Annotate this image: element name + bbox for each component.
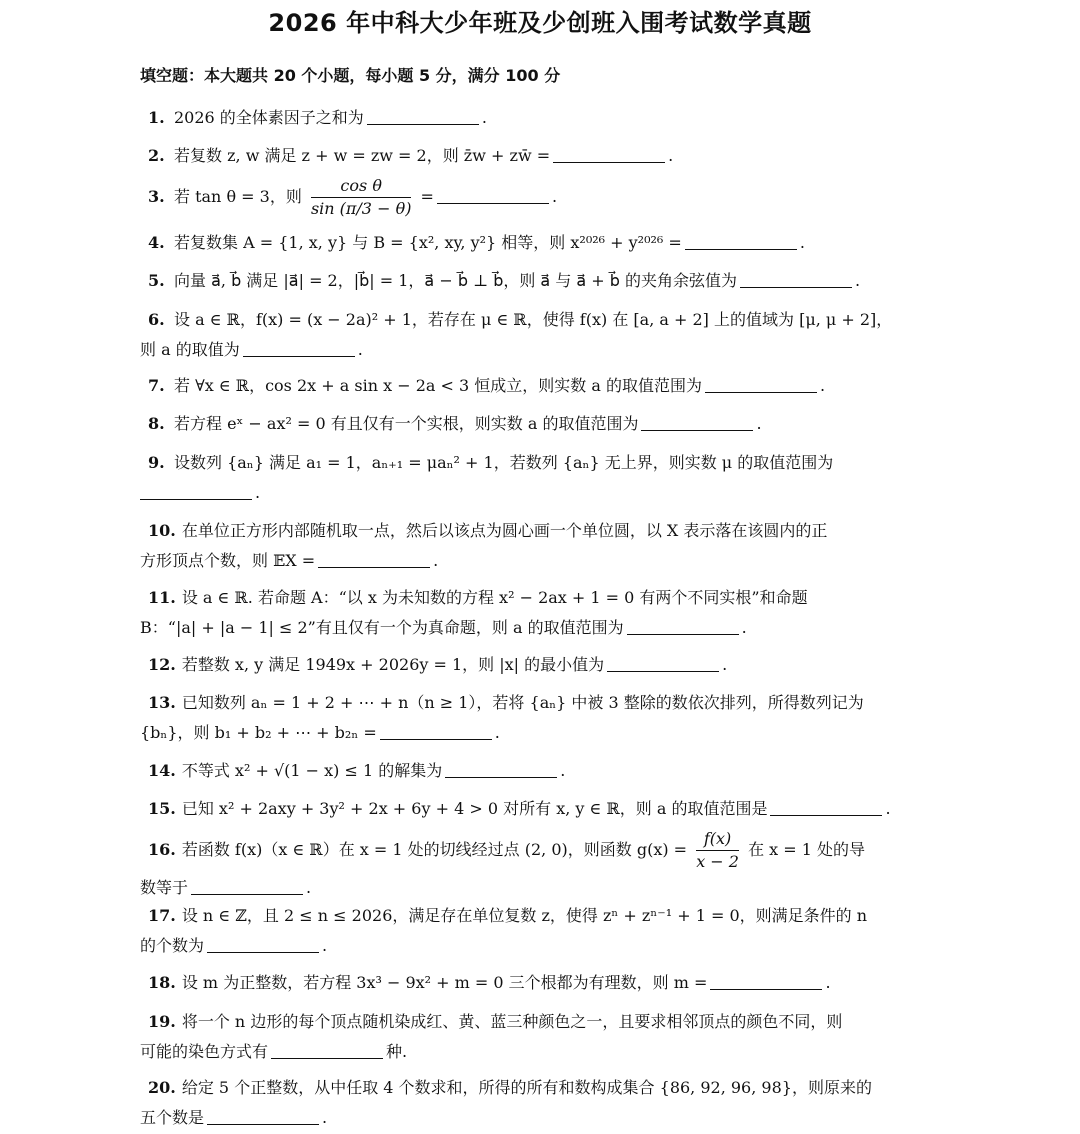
fraction-denominator: x − 2 (696, 852, 739, 871)
question-text: 设数列 {aₙ} 满足 a₁ = 1，aₙ₊₁ = μaₙ² + 1，若数列 {aₙ} 无上界，则实数 μ 的取值范围为 (174, 453, 834, 472)
answer-blank[interactable] (271, 1040, 383, 1059)
question-text: 若 ∀x ∈ ℝ，cos 2x + a sin x − 2a < 3 恒成立，则实数 a 的取值范围为 (174, 376, 702, 395)
question-text: 2026 的全体素因子之和为 (174, 108, 364, 127)
question-number: 5. (148, 271, 165, 290)
question-4: 4. 若复数集 A = {1, x, y} 与 B = {x², xy, y²} 相等，则 x²⁰²⁶ + y²⁰²⁶ = . (140, 228, 940, 258)
question-number: 12. (148, 655, 176, 674)
fraction-numerator: f(x) (696, 828, 739, 851)
question-text-line2: {bₙ}，则 b₁ + b₂ + ⋯ + b₂ₙ = (140, 723, 377, 742)
question-number: 8. (148, 414, 165, 433)
section-header: 填空题：本大题共 20 个小题，每小题 5 分，满分 100 分 (140, 66, 561, 85)
question-1: 1. 2026 的全体素因子之和为 . (140, 103, 940, 133)
question-20: 20. 给定 5 个正整数，从中任取 4 个数求和，所得的所有和数构成集合 {86, 92, 96, 98}，则原来的 五个数是 . (140, 1073, 940, 1133)
fraction-denominator: sin (π/3 − θ) (310, 199, 412, 218)
question-19: 19. 将一个 n 边形的每个顶点随机染成红、黄、蓝三种颜色之一，且要求相邻顶点的颜色不同，则 可能的染色方式有 种. (140, 1007, 940, 1067)
question-number: 13. (148, 693, 176, 712)
question-number: 16. (148, 840, 176, 859)
question-text-line2: 数等于 (140, 878, 189, 897)
question-text-line2: 的个数为 (140, 936, 205, 955)
question-number: 17. (148, 906, 176, 925)
answer-blank[interactable] (705, 374, 817, 393)
question-text: 若 tan θ = 3，则 (174, 187, 302, 206)
question-6: 6. 设 a ∈ ℝ，f(x) = (x − 2a)² + 1，若存在 μ ∈ ℝ，使得 f(x) 在 [a, a + 2] 上的值域为 [μ, μ + 2]， 则 a 的取值为 . (140, 305, 940, 365)
question-16: 16. 若函数 f(x)（x ∈ ℝ）在 x = 1 处的切线经过点 (2, 0)，则函数 g(x) = $\frac{f(x)}{x - 2}$ 在 x = 1 处的导 数等于 . (140, 829, 866, 897)
page-title: 2026 年中科大少年班及少创班入围考试数学真题 (268, 9, 812, 37)
fraction (696, 828, 739, 873)
question-number: 2. (148, 146, 165, 165)
answer-blank[interactable] (191, 876, 303, 895)
question-number: 4. (148, 233, 165, 252)
question-10: 10. 在单位正方形内部随机取一点，然后以该点为圆心画一个单位圆，以 X 表示落在该圆内的正 方形顶点个数，则 𝔼X = . (140, 516, 940, 576)
question-text: 设 a ∈ ℝ. 若命题 A：“以 x 为未知数的方程 x² − 2ax + 1 = 0 有两个不同实根”和命题 (181, 588, 808, 607)
question-text: 设 n ∈ ℤ，且 2 ≤ n ≤ 2026，满足存在单位复数 z，使得 zⁿ + zⁿ⁻¹ + 1 = 0，则满足条件的 n (181, 906, 868, 925)
question-text-line2: B：“|a| + |a − 1| ≤ 2”有且仅有一个为真命题，则 a 的取值范围为 (140, 618, 624, 637)
question-2: 2. 若复数 z, w 满足 z + w = zw = 2，则 z̄w + zw̄ = . (140, 141, 940, 171)
answer-blank[interactable] (140, 481, 252, 500)
question-number: 1. (148, 108, 165, 127)
question-number: 11. (148, 588, 176, 607)
question-text: 给定 5 个正整数，从中任取 4 个数求和，所得的所有和数构成集合 {86, 92, 96, 98}，则原来的 (181, 1078, 872, 1097)
question-18: 18. 设 m 为正整数，若方程 3x³ − 9x² + m = 0 三个根都为有理数，则 m = . (140, 968, 940, 998)
answer-blank[interactable] (318, 549, 430, 568)
answer-blank[interactable] (641, 412, 753, 431)
question-12: 12. 若整数 x, y 满足 1949x + 2026y = 1，则 |x| 的最小值为 . (140, 650, 940, 680)
question-number: 20. (148, 1078, 176, 1097)
answer-blank[interactable] (380, 721, 492, 740)
question-text-line2: 五个数是 (140, 1108, 205, 1127)
answer-blank[interactable] (607, 653, 719, 672)
question-text: 若复数集 A = {1, x, y} 与 B = {x², xy, y²} 相等，则 x²⁰²⁶ + y²⁰²⁶ = (174, 233, 682, 252)
question-13: 13. 已知数列 aₙ = 1 + 2 + ⋯ + n（n ≥ 1），若将 {aₙ} 中被 3 整除的数依次排列，所得数列记为 {bₙ}，则 b₁ + b₂ + ⋯ + b₂ₙ = . (140, 688, 940, 748)
answer-blank[interactable] (367, 106, 479, 125)
question-number: 10. (148, 521, 176, 540)
question-text: 若整数 x, y 满足 1949x + 2026y = 1，则 |x| 的最小值为 (181, 655, 605, 674)
question-17: 17. 设 n ∈ ℤ，且 2 ≤ n ≤ 2026，满足存在单位复数 z，使得 zⁿ + zⁿ⁻¹ + 1 = 0，则满足条件的 n 的个数为 . (140, 901, 940, 961)
question-text: 在单位正方形内部随机取一点，然后以该点为圆心画一个单位圆，以 X 表示落在该圆内的正 (181, 521, 828, 540)
answer-blank[interactable] (770, 797, 882, 816)
answer-blank[interactable] (553, 144, 665, 163)
question-3: 3. 若 tan θ = 3，则 $\frac{\text{cos θ}}{\sin (\pi/3 - \theta)}$ = . (140, 175, 940, 220)
question-9: 9. 设数列 {aₙ} 满足 a₁ = 1，aₙ₊₁ = μaₙ² + 1，若数列 {aₙ} 无上界，则实数 μ 的取值范围为 . (140, 448, 940, 508)
answer-blank[interactable] (445, 759, 557, 778)
question-5: 5. 向量 a⃗, b⃗ 满足 |a⃗| = 2，|b⃗| = 1，a⃗ − b⃗ ⊥ b⃗，则 a⃗ 与 a⃗ + b⃗ 的夹角余弦值为 . (140, 266, 940, 296)
question-text: 若方程 eˣ − ax² = 0 有且仅有一个实根，则实数 a 的取值范围为 (174, 414, 639, 433)
answer-blank[interactable] (243, 338, 355, 357)
question-11: 11. 设 a ∈ ℝ. 若命题 A：“以 x 为未知数的方程 x² − 2ax + 1 = 0 有两个不同实根”和命题 B：“|a| + |a − 1| ≤ 2”有且仅有一个为真命题，则 a 的取值范围为 . (140, 583, 940, 643)
question-text: 不等式 x² + √(1 − x) ≤ 1 的解集为 (181, 761, 443, 780)
question-text: 若函数 f(x)（x ∈ ℝ）在 x = 1 处的切线经过点 (2, 0)，则函数 g(x) = (181, 840, 688, 859)
question-number: 18. (148, 973, 176, 992)
answer-blank[interactable] (207, 1106, 319, 1125)
question-number: 3. (148, 187, 165, 206)
answer-blank[interactable] (685, 231, 797, 250)
fraction-numerator: cos θ (311, 175, 412, 198)
question-7: 7. 若 ∀x ∈ ℝ，cos 2x + a sin x − 2a < 3 恒成立，则实数 a 的取值范围为 . (140, 371, 940, 401)
answer-blank[interactable] (437, 185, 549, 204)
fraction (311, 175, 412, 220)
question-number: 15. (148, 799, 176, 818)
question-text-line2: 可能的染色方式有 (140, 1042, 269, 1061)
question-text: 向量 a⃗, b⃗ 满足 |a⃗| = 2，|b⃗| = 1，a⃗ − b⃗ ⊥ b⃗，则 a⃗ 与 a⃗ + b⃗ 的夹角余弦值为 (174, 271, 738, 290)
question-number: 7. (148, 376, 165, 395)
question-text: 若复数 z, w 满足 z + w = zw = 2，则 z̄w + zw̄ = (174, 146, 551, 165)
answer-blank[interactable] (740, 269, 852, 288)
question-text: 将一个 n 边形的每个顶点随机染成红、黄、蓝三种颜色之一，且要求相邻顶点的颜色不同，则 (181, 1012, 843, 1031)
question-text: 已知 x² + 2axy + 3y² + 2x + 6y + 4 > 0 对所有 x, y ∈ ℝ，则 a 的取值范围是 (181, 799, 768, 818)
question-number: 9. (148, 453, 165, 472)
answer-blank[interactable] (207, 934, 319, 953)
question-text-line2: 方形顶点个数，则 𝔼X = (140, 551, 316, 570)
question-8: 8. 若方程 eˣ − ax² = 0 有且仅有一个实根，则实数 a 的取值范围为 . (140, 409, 940, 439)
question-text: 设 a ∈ ℝ，f(x) = (x − 2a)² + 1，若存在 μ ∈ ℝ，使得 f(x) 在 [a, a + 2] 上的值域为 [μ, μ + 2]， (174, 310, 893, 329)
question-text-line2: 则 a 的取值为 (140, 340, 240, 359)
question-15: 15. 已知 x² + 2axy + 3y² + 2x + 6y + 4 > 0 对所有 x, y ∈ ℝ，则 a 的取值范围是 . (140, 794, 940, 824)
question-14: 14. 不等式 x² + √(1 − x) ≤ 1 的解集为 . (140, 756, 940, 786)
question-number: 14. (148, 761, 176, 780)
answer-blank[interactable] (627, 616, 739, 635)
question-text: 已知数列 aₙ = 1 + 2 + ⋯ + n（n ≥ 1），若将 {aₙ} 中被 3 整除的数依次排列，所得数列记为 (181, 693, 864, 712)
question-text: 设 m 为正整数，若方程 3x³ − 9x² + m = 0 三个根都为有理数，则 m = (181, 973, 708, 992)
answer-blank[interactable] (710, 971, 822, 990)
question-number: 19. (148, 1012, 176, 1031)
question-number: 6. (148, 310, 165, 329)
